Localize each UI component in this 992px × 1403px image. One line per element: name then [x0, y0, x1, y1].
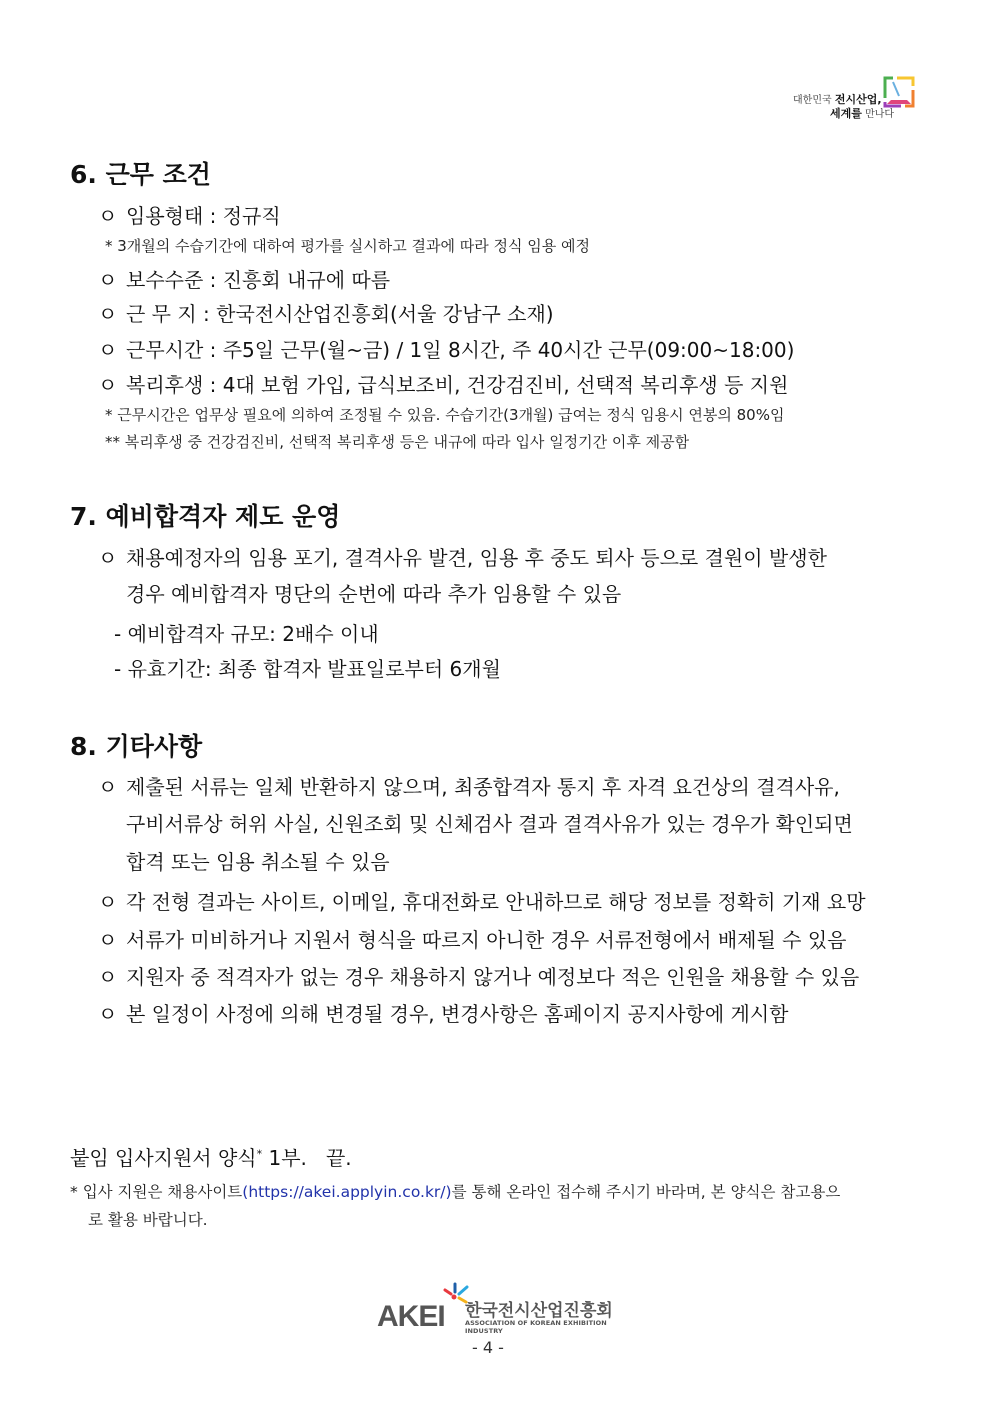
bullet-icon: ㅇ: [98, 373, 118, 397]
org-korean-name: 한국전시산업진흥회: [465, 1301, 613, 1321]
attachment-prefix: 붙임 입사지원서 양식: [70, 1146, 257, 1170]
bullet-icon: ㅇ: [98, 928, 118, 952]
footnote: [70, 1180, 840, 1202]
bullet-icon: ㅇ: [98, 890, 118, 914]
attachment-sup: *: [256, 1147, 263, 1161]
bullet-icon: ㅇ: [98, 302, 118, 326]
item-text: 제출된 서류는 일체 반환하지 않으며, 최종합격자 통지 후 자격 요건상의 결격사유,: [126, 775, 840, 799]
dash-icon: -: [114, 657, 122, 681]
list-item: [98, 771, 840, 800]
footnote-text: 입사 지원은 채용사이트: [82, 1183, 243, 1201]
slogan-suffix: 만나다: [865, 109, 895, 120]
bullet-icon: ㅇ: [98, 965, 118, 989]
item-text: 예비합격자 규모: 2배수 이내: [127, 622, 379, 646]
section-8-title: 8. 기타사항: [70, 732, 203, 761]
slogan-bold-1: 전시산업,: [834, 93, 882, 106]
slogan-bold-2: 세계를: [830, 107, 862, 120]
note: ** 복리후생 중 건강검진비, 선택적 복리후생 등은 내규에 따라 입사 일정기간 이후 제공함: [105, 433, 690, 451]
list-item: [98, 998, 789, 1027]
item-continuation: 경우 예비합격자 명단의 순번에 따라 추가 임용할 수 있음: [126, 582, 622, 606]
footnote-line-2: 로 활용 바랍니다.: [88, 1211, 208, 1229]
apply-site-link[interactable]: (https://akei.applyin.co.kr/): [242, 1183, 452, 1201]
list-item: [98, 264, 390, 293]
item-text: 유효기간: 최종 합격자 발표일로부터 6개월: [127, 657, 501, 681]
item-continuation: 합격 또는 임용 취소될 수 있음: [126, 850, 390, 874]
list-item: [98, 369, 788, 398]
footnote-text-cont: 를 통해 온라인 접수해 주시기 바라며, 본 양식은 참고용으: [451, 1183, 841, 1201]
item-text: 근무시간 : 주5일 근무(월~금) / 1일 8시간, 주 40시간 근무(09:00~18:00): [126, 338, 795, 362]
note: * 3개월의 수습기간에 대하여 평가를 실시하고 결과에 따라 정식 임용 예정: [105, 237, 590, 255]
bullet-icon: ㅇ: [98, 546, 118, 570]
page-number: - 4 -: [472, 1338, 504, 1357]
section-7-title: 7. 예비합격자 제도 운영: [70, 502, 341, 531]
bullet-icon: ㅇ: [98, 204, 118, 228]
item-continuation: 구비서류상 허위 사실, 신원조회 및 신체검사 결과 결격사유가 있는 경우가 확인되면: [126, 812, 853, 836]
bullet-icon: ㅇ: [98, 1002, 118, 1026]
list-item: [98, 961, 859, 990]
rainbow-frame-icon: [883, 76, 915, 108]
attachment-suffix: 1부. 끝.: [262, 1146, 352, 1170]
attachment-line: [70, 1142, 352, 1171]
note: * 근무시간은 업무상 필요에 의하여 조정될 수 있음. 수습기간(3개월) 급여는 정식 임용시 연봉의 80%임: [105, 406, 785, 424]
dash-icon: -: [114, 622, 122, 646]
list-item: [98, 200, 281, 229]
slogan-prefix: 대한민국: [793, 95, 832, 106]
bullet-icon: ㅇ: [98, 338, 118, 362]
list-item: [98, 924, 846, 953]
item-text: 본 일정이 사정에 의해 변경될 경우, 변경사항은 홈페이지 공지사항에 게시함: [126, 1002, 789, 1026]
header-slogan-logo: [793, 76, 918, 122]
list-item: [98, 542, 827, 571]
sub-item: [114, 618, 379, 647]
item-text: 보수수준 : 진흥회 내규에 따름: [126, 268, 391, 292]
bullet-icon: ㅇ: [98, 268, 118, 292]
footnote-star: *: [70, 1183, 78, 1201]
akei-logo-text: AKEI: [377, 1300, 445, 1333]
list-item: [98, 298, 554, 327]
footer-logo: [377, 1282, 617, 1338]
item-text: 근 무 지 : 한국전시산업진흥회(서울 강남구 소재): [126, 302, 554, 326]
list-item: [98, 334, 794, 363]
section-6-title: 6. 근무 조건: [70, 160, 211, 189]
item-text: 지원자 중 적격자가 없는 경우 채용하지 않거나 예정보다 적은 인원을 채용할 수 있음: [126, 965, 860, 989]
item-text: 채용예정자의 임용 포기, 결격사유 발견, 임용 후 중도 퇴사 등으로 결원이 발생한: [126, 546, 827, 570]
bullet-icon: ㅇ: [98, 775, 118, 799]
item-text: 임용형태 : 정규직: [126, 204, 281, 228]
list-item: [98, 886, 866, 915]
org-english-name: ASSOCIATION OF KOREAN EXHIBITION INDUSTRY: [465, 1319, 607, 1335]
item-text: 각 전형 결과는 사이트, 이메일, 휴대전화로 안내하므로 해당 정보를 정확히 기재 요망: [126, 890, 866, 914]
sub-item: [114, 653, 501, 682]
item-text: 복리후생 : 4대 보험 가입, 급식보조비, 건강검진비, 선택적 복리후생 등 지원: [126, 373, 789, 397]
item-text: 서류가 미비하거나 지원서 형식을 따르지 아니한 경우 서류전형에서 배제될 수 있음: [126, 928, 847, 952]
